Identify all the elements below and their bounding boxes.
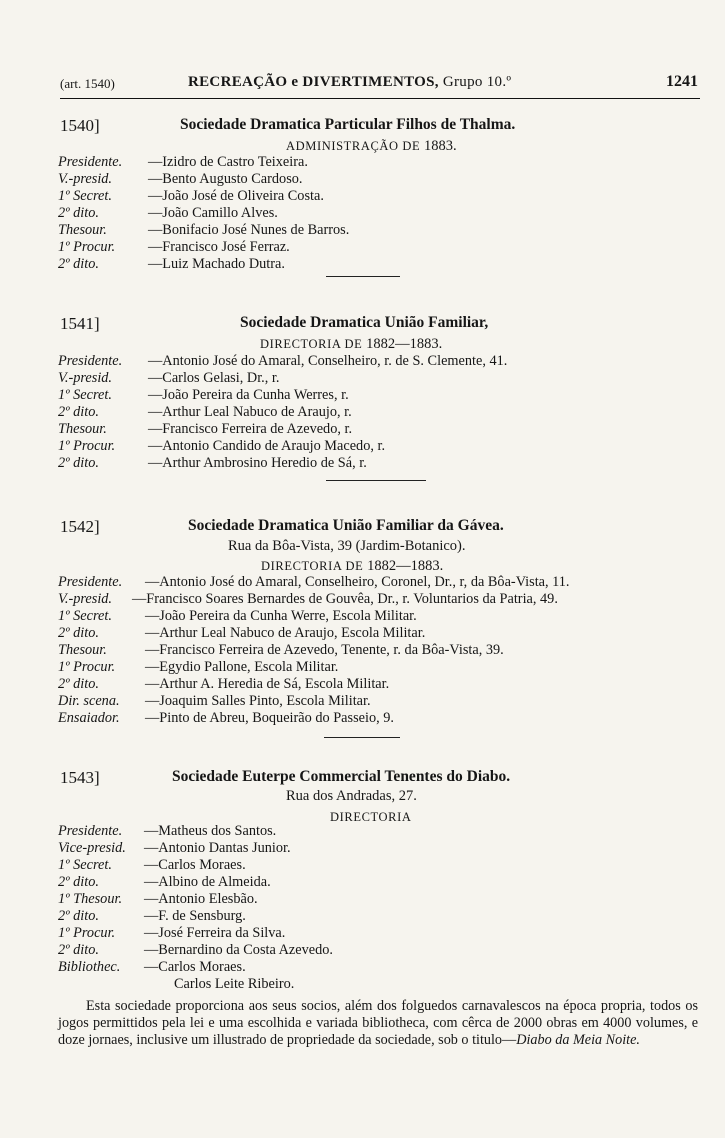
member-value: —João José de Oliveira Costa. xyxy=(148,188,324,204)
member-value: —Antonio José do Amaral, Conselheiro, r. de S. Clemente, 41. xyxy=(148,353,508,369)
member-role: 2º dito. xyxy=(58,676,99,692)
member-value: —Izidro de Castro Teixeira. xyxy=(148,154,308,170)
page-number: 1241 xyxy=(666,73,698,90)
member-value: —João Pereira da Cunha Werres, r. xyxy=(148,387,349,403)
member-role: 1º Procur. xyxy=(58,438,116,454)
member-role: 2º dito. xyxy=(58,625,99,641)
member-value: —Luiz Machado Dutra. xyxy=(148,256,285,272)
entry-1542 xyxy=(58,517,703,742)
member-role: Presidente. xyxy=(58,823,123,839)
entry-number: 1543] xyxy=(60,768,100,787)
member-value: —Antonio Elesbão. xyxy=(144,891,258,907)
member-role: 1º Procur. xyxy=(58,925,116,941)
member-value: —F. de Sensburg. xyxy=(144,908,246,924)
member-value: —Carlos Moraes. xyxy=(144,857,246,873)
member-role: 1º Procur. xyxy=(58,659,116,675)
member-value: —Egydio Pallone, Escola Militar. xyxy=(145,659,339,675)
entry-1543 xyxy=(58,768,703,1088)
member-value: —Arthur A. Heredia de Sá, Escola Militar. xyxy=(145,676,390,692)
member-role: 1º Procur. xyxy=(58,239,116,255)
member-role: Presidente. xyxy=(58,574,123,590)
member-value: —João Camillo Alves. xyxy=(148,205,278,221)
section-rule xyxy=(326,276,400,277)
member-role: 2º dito. xyxy=(58,908,99,924)
entry-number: 1540] xyxy=(60,116,100,135)
member-role: 1º Secret. xyxy=(58,857,112,873)
section-name: RECREAÇÃO e DIVERTIMENTOS, xyxy=(188,74,439,90)
member-role: Presidente. xyxy=(58,154,123,170)
entry-address: Rua da Bôa-Vista, 39 (Jardim-Botanico). xyxy=(228,538,466,554)
paragraph-journal-title: Diabo da Meia Noite. xyxy=(516,1032,640,1048)
member-value: —Antonio Candido de Araujo Macedo, r. xyxy=(148,438,386,454)
member-role: Thesour. xyxy=(58,421,107,437)
member-role: V.-presid. xyxy=(58,370,113,386)
member-value: —Albino de Almeida. xyxy=(144,874,271,890)
member-value: —Joaquim Salles Pinto, Escola Militar. xyxy=(145,693,371,709)
directory-heading: DIRECTORIA DE 1882—1883. xyxy=(260,336,443,352)
entry-title: Sociedade Euterpe Commercial Tenentes do Diabo. xyxy=(172,768,511,785)
member-value: —Bento Augusto Cardoso. xyxy=(148,171,303,187)
entry-address: Rua dos Andradas, 27. xyxy=(286,788,417,804)
member-role: Vice-presid. xyxy=(58,840,126,856)
member-role: Thesour. xyxy=(58,642,107,658)
member-value: —Matheus dos Santos. xyxy=(144,823,277,839)
entry-number: 1541] xyxy=(60,314,100,333)
group-label: Grupo 10.º xyxy=(442,74,512,90)
member-value: —Arthur Leal Nabuco de Araujo, Escola Militar. xyxy=(145,625,426,641)
directory-heading: DIRECTORIA DE 1882—1883. xyxy=(261,558,444,574)
member-value: —Carlos Moraes. xyxy=(144,959,246,975)
entry-title: Sociedade Dramatica Particular Filhos de Thalma. xyxy=(180,116,516,133)
member-value: —João Pereira da Cunha Werre, Escola Militar. xyxy=(145,608,417,624)
member-value: —Arthur Leal Nabuco de Araujo, r. xyxy=(148,404,352,420)
entry-title: Sociedade Dramatica União Familiar da Gávea. xyxy=(188,517,504,534)
member-role: 1º Secret. xyxy=(58,608,112,624)
member-role: 2º dito. xyxy=(58,256,99,272)
page-header xyxy=(60,72,700,99)
member-role: 1º Thesour. xyxy=(58,891,123,907)
member-value: —Francisco José Ferraz. xyxy=(148,239,290,255)
description-paragraph xyxy=(58,998,698,1049)
member-role: Ensaiador. xyxy=(58,710,120,726)
directory-heading: ADMINISTRAÇÃO DE 1883. xyxy=(286,138,457,154)
article-range: (art. 1540) xyxy=(60,76,115,91)
member-role: 2º dito. xyxy=(58,942,99,958)
member-role: Dir. scena. xyxy=(58,693,120,709)
paragraph-text: Esta sociedade proporciona aos seus socios, além dos folguedos carnavalescos na época propria, todos os jogos permittidos pela lei e uma escolhida e variada bibliotheca, com cêrca de 2000 obras em 4000 volumes, e doze jornaes, inclusive um illustrado de propriedade da sociedade, sob o titulo— xyxy=(58,998,698,1048)
member-role: 2º dito. xyxy=(58,874,99,890)
member-role: 1º Secret. xyxy=(58,387,112,403)
member-role: Presidente. xyxy=(58,353,123,369)
member-role: Bibliothec. xyxy=(58,959,121,975)
entry-1540 xyxy=(58,116,703,286)
member-value: Carlos Leite Ribeiro. xyxy=(174,976,295,992)
section-rule xyxy=(326,480,426,481)
member-value: —Antonio José do Amaral, Conselheiro, Coronel, Dr., r, da Bôa-Vista, 11. xyxy=(145,574,570,590)
member-value: —Francisco Ferreira de Azevedo, Tenente, r. da Bôa-Vista, 39. xyxy=(145,642,504,658)
member-role: Thesour. xyxy=(58,222,107,238)
member-value: —José Ferreira da Silva. xyxy=(144,925,286,941)
member-value: —Francisco Ferreira de Azevedo, r. xyxy=(148,421,353,437)
member-role: 1º Secret. xyxy=(58,188,112,204)
directory-heading: DIRECTORIA xyxy=(330,810,412,824)
member-role: V.-presid. xyxy=(58,171,113,187)
section-title xyxy=(188,74,511,91)
member-role: V.-presid. xyxy=(58,591,113,607)
member-value: —Francisco Soares Bernardes de Gouvêa, Dr., r. Voluntarios da Patria, 49. xyxy=(132,591,558,607)
member-value: —Bonifacio José Nunes de Barros. xyxy=(148,222,350,238)
entry-title: Sociedade Dramatica União Familiar, xyxy=(240,314,489,331)
section-rule xyxy=(324,737,400,738)
member-value: —Bernardino da Costa Azevedo. xyxy=(144,942,333,958)
member-role: 2º dito. xyxy=(58,455,99,471)
member-value: —Pinto de Abreu, Boqueirão do Passeio, 9. xyxy=(145,710,394,726)
entry-1541 xyxy=(58,314,703,484)
member-role: 2º dito. xyxy=(58,404,99,420)
member-role: 2º dito. xyxy=(58,205,99,221)
member-value: —Carlos Gelasi, Dr., r. xyxy=(148,370,280,386)
entry-number: 1542] xyxy=(60,517,100,536)
member-value: —Arthur Ambrosino Heredio de Sá, r. xyxy=(148,455,367,471)
member-value: —Antonio Dantas Junior. xyxy=(144,840,291,856)
